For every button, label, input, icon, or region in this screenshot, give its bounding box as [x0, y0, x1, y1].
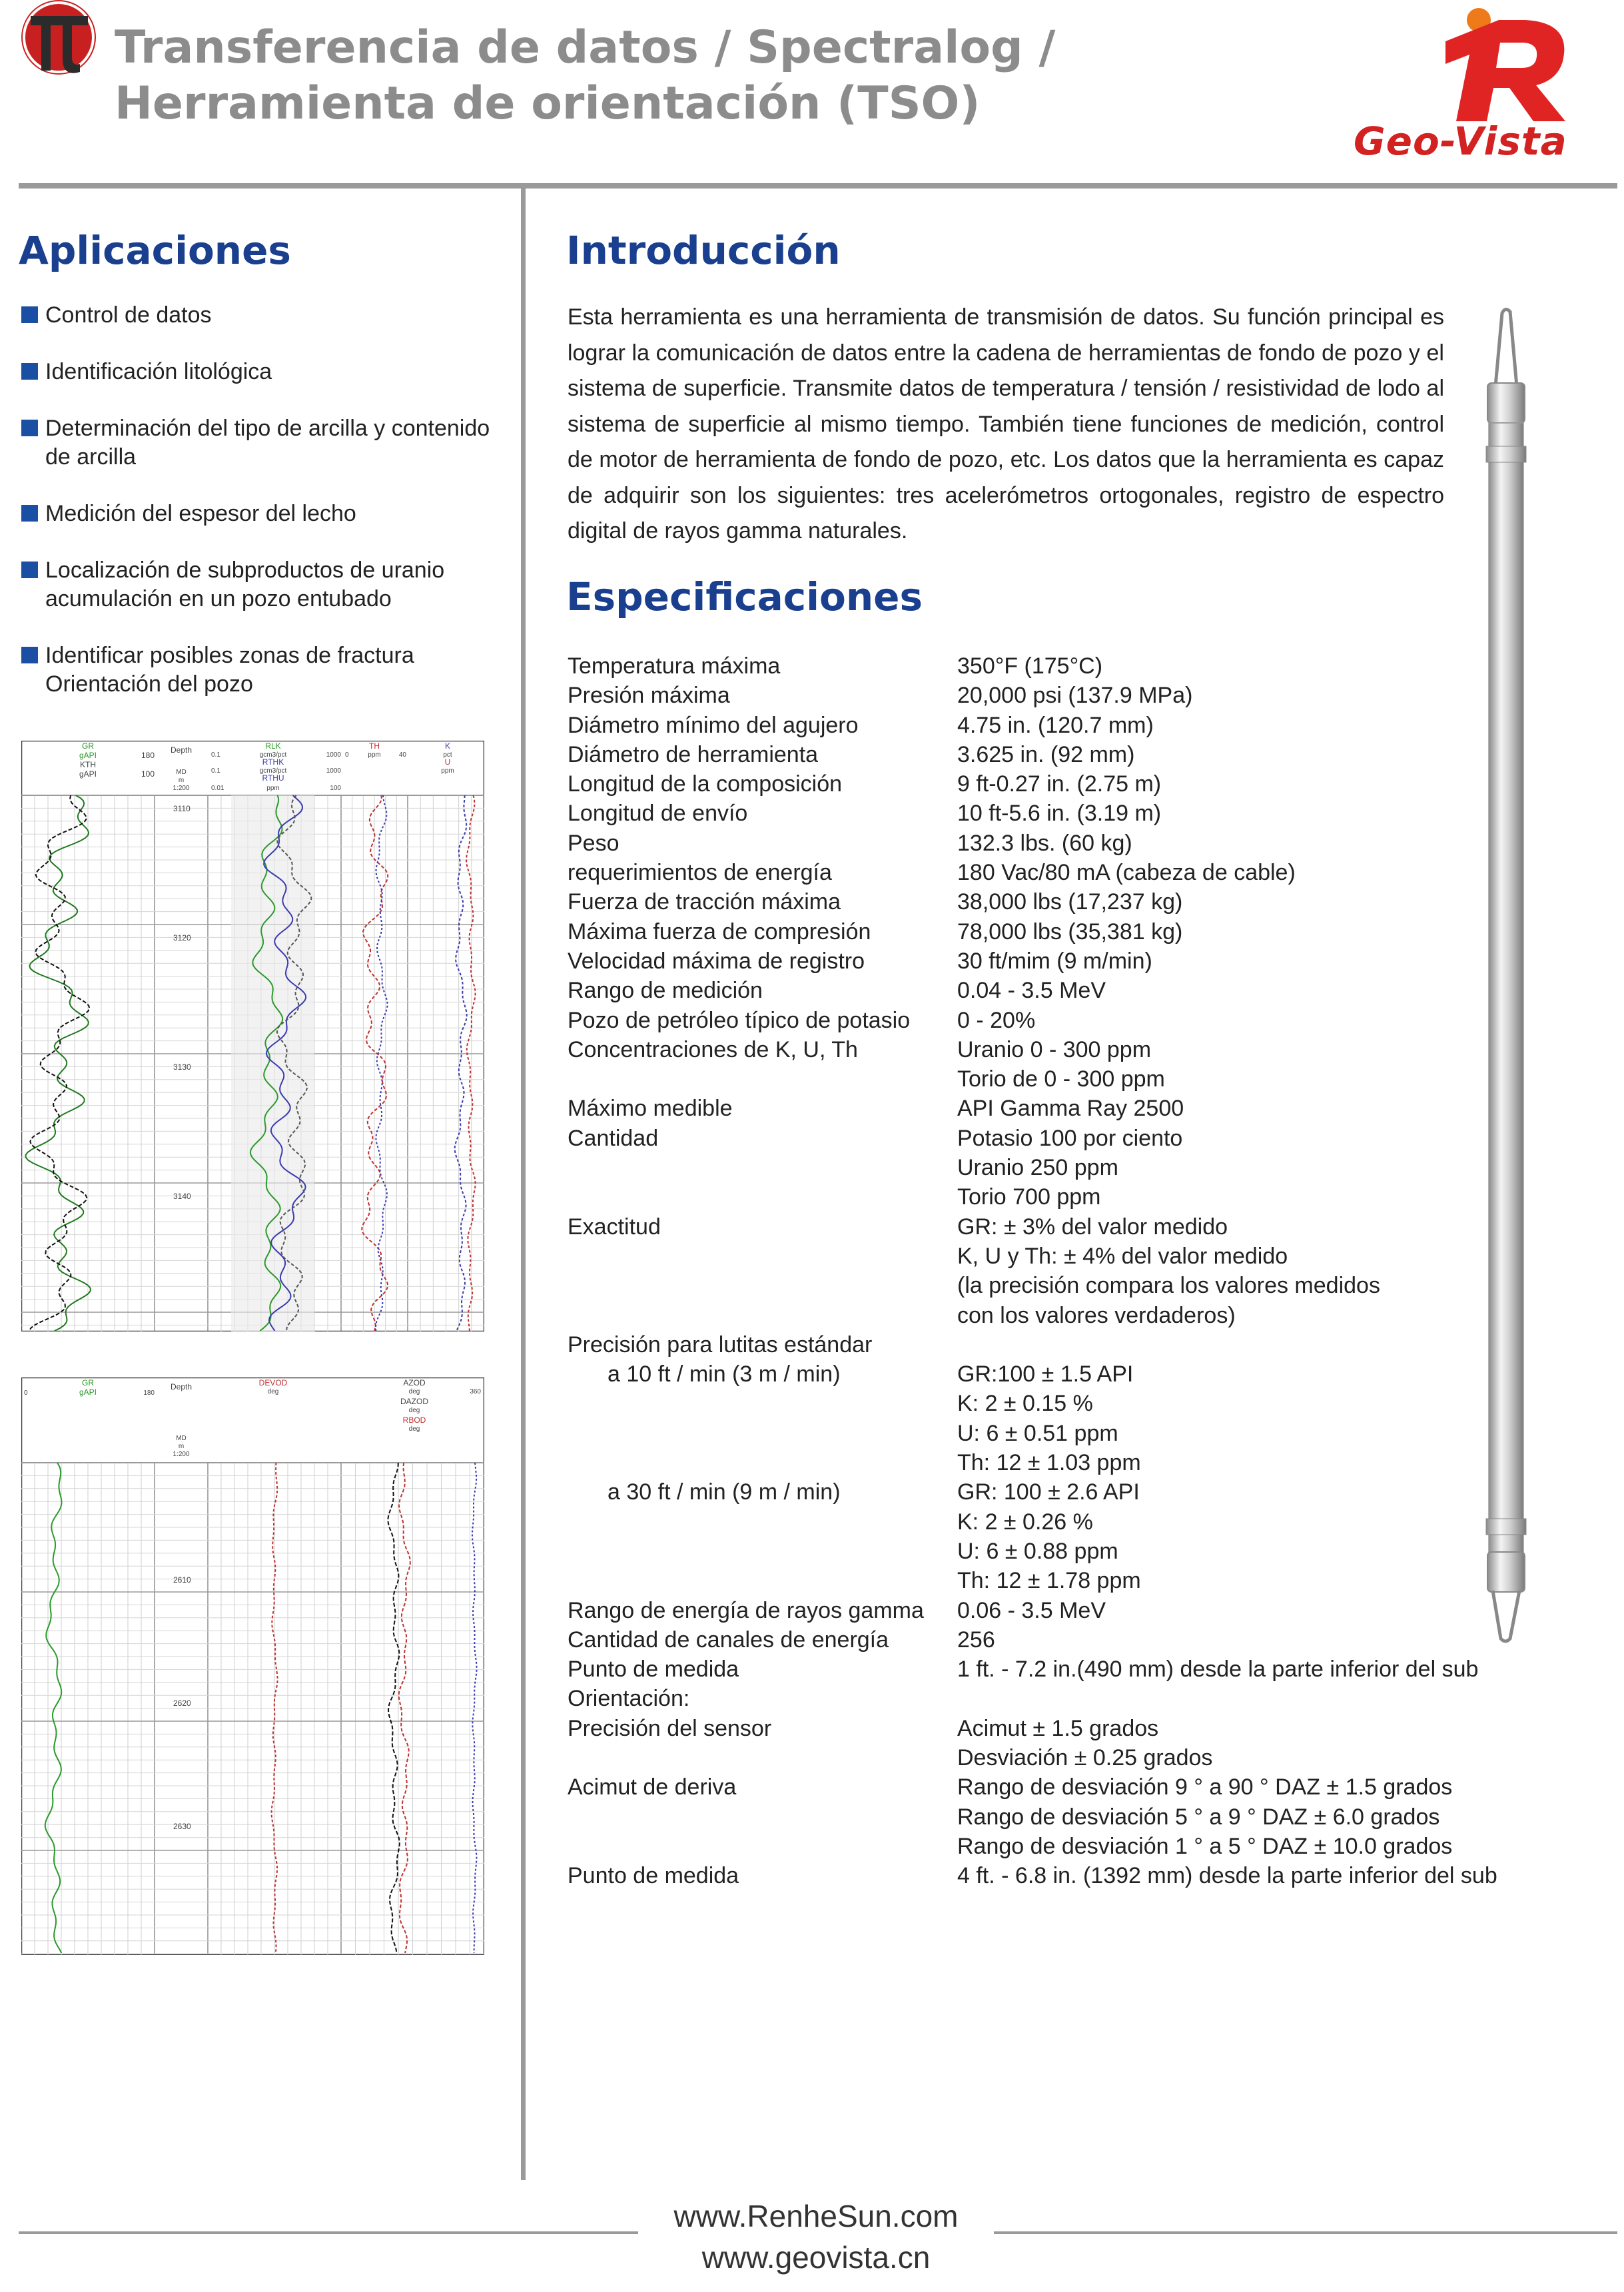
- spec-value: GR: 100 ± 2.6 API: [957, 1479, 1140, 1505]
- spec-value: 3.625 in. (92 mm): [957, 741, 1135, 767]
- geovista-r-logo-icon: [1346, 0, 1619, 127]
- spec-row: [568, 1566, 1607, 1595]
- log1-u-label: U: [444, 757, 451, 767]
- log1-gr-scale: 180: [141, 751, 155, 760]
- log1-rlk-unit: gcm3/pct: [259, 751, 287, 759]
- spec-value: K: 2 ± 0.26 %: [957, 1509, 1093, 1535]
- spec-value: 38,000 lbs (17,237 kg): [957, 889, 1183, 915]
- spec-row: [568, 947, 1607, 976]
- spec-label: Rango de medición: [568, 978, 763, 1004]
- spec-value: Rango de desviación 9 ° a 90 ° DAZ ± 1.5 grados: [957, 1774, 1453, 1800]
- spec-label: Máxima fuerza de compresión: [568, 919, 871, 945]
- spec-label: Punto de medida: [568, 1657, 739, 1683]
- log1-rlk-right: 1000: [326, 751, 341, 759]
- log1-gr-unit: gAPI: [79, 751, 97, 760]
- spec-label: Cantidad: [568, 1125, 659, 1151]
- spec-value: Torio 700 ppm: [957, 1184, 1101, 1210]
- introduction-text: Esta herramienta es una herramienta de transmisión de datos. Su función principal es lograr la comunicación de datos entre la cadena de herramientas de fondo de pozo y el sistema de superficie. Transmite datos de temperatura / tensión / resistividad de lodo al sistema de superficie al mismo tiempo. También tiene funciones de medición, control de motor de herramienta de fondo de pozo, etc. Los datos que la herramienta es capaz de adquirir son los siguientes: tres acelerómetros ortogonales, registro de espectro digital de rayos gamma naturales.: [568, 304, 1444, 544]
- spec-label: Punto de medida: [568, 1863, 739, 1889]
- application-item-label: Localización de subproductos de uranio acumulación en un pozo entubado: [45, 558, 445, 611]
- spec-value: 9 ft-0.27 in. (2.75 m): [957, 771, 1162, 797]
- spec-row: [568, 1743, 1607, 1772]
- log2-gr-unit: gAPI: [79, 1387, 97, 1397]
- log1-depth-value: 3110: [173, 804, 191, 813]
- spec-row: [568, 1507, 1607, 1537]
- spec-value: GR:100 ± 1.5 API: [957, 1361, 1134, 1387]
- spec-row: [568, 1861, 1607, 1890]
- spec-label: a 10 ft / min (3 m / min): [608, 1361, 841, 1387]
- spec-row: [568, 1153, 1607, 1182]
- spec-label: Precisión del sensor: [568, 1715, 772, 1741]
- log1-th-left: 0: [345, 751, 349, 759]
- spec-row: [568, 1301, 1607, 1330]
- application-item: [21, 641, 501, 699]
- spec-row: [568, 1477, 1607, 1507]
- spec-row: [568, 1389, 1607, 1418]
- spec-value: GR: ± 3% del valor medido: [957, 1214, 1228, 1240]
- spec-row: [568, 829, 1607, 858]
- log1-md-label: MD: [176, 769, 187, 776]
- orientation-log-chart: [21, 1377, 484, 1955]
- log1-md-scale: 1:200: [173, 785, 190, 792]
- spec-row: [568, 1064, 1607, 1094]
- log1-depth-value: 3120: [173, 933, 191, 943]
- spec-row: [568, 887, 1607, 917]
- log1-md-unit: m: [178, 777, 185, 784]
- spec-value: 0.04 - 3.5 MeV: [957, 978, 1106, 1004]
- spec-value: Desviación ± 0.25 grados: [957, 1744, 1213, 1770]
- spec-row: [568, 1655, 1607, 1684]
- footer-url-renhesun[interactable]: www.RenheSun.com: [673, 2199, 959, 2233]
- spec-value: U: 6 ± 0.88 ppm: [957, 1538, 1118, 1564]
- log2-gr-label: GR: [82, 1378, 94, 1387]
- log1-depth-label: Depth: [170, 745, 193, 755]
- application-item-label: Identificar posibles zonas de fractura Orientación del pozo: [45, 643, 414, 697]
- spec-row: [568, 799, 1607, 828]
- spec-value: (la precisión compara los valores medidos: [957, 1273, 1380, 1299]
- spec-row: [568, 1772, 1607, 1802]
- log2-depth-value: 2610: [173, 1575, 191, 1585]
- log2-md-unit: m: [178, 1443, 185, 1450]
- log2-dazod-unit: deg: [408, 1407, 420, 1414]
- log1-rthu-label: RTHU: [262, 773, 284, 783]
- bullet-square-icon: [21, 306, 38, 323]
- spec-value: 132.3 lbs. (60 kg): [957, 830, 1132, 856]
- spec-label: Velocidad máxima de registro: [568, 948, 865, 974]
- log1-k-unit: pct: [443, 751, 452, 759]
- log1-rthk-right: 1000: [326, 767, 341, 775]
- spec-label: Precisión para lutitas estándar: [568, 1332, 873, 1357]
- applications-list: [21, 301, 501, 727]
- spec-value: 10 ft-5.6 in. (3.19 m): [957, 801, 1162, 827]
- geovista-logo: [1346, 0, 1619, 167]
- spec-row: [568, 1448, 1607, 1477]
- spec-value: K, U y Th: ± 4% del valor medido: [957, 1243, 1288, 1269]
- application-item: [21, 358, 501, 386]
- specifications-heading: Especificaciones: [566, 574, 923, 619]
- log1-rthu-unit: ppm: [266, 785, 280, 792]
- application-item: [21, 556, 501, 613]
- log1-kth-label: KTH: [80, 760, 96, 769]
- bullet-square-icon: [21, 505, 38, 522]
- spec-value: 180 Vac/80 mA (cabeza de cable): [957, 860, 1296, 886]
- tool-image-icon: [1469, 306, 1542, 1645]
- spec-value: 4.75 in. (120.7 mm): [957, 712, 1154, 738]
- spec-row: [568, 1212, 1607, 1242]
- spec-row: [568, 651, 1607, 681]
- log1-th-label: TH: [369, 741, 380, 751]
- spec-row: [568, 1596, 1607, 1625]
- spec-row: [568, 1714, 1607, 1743]
- spec-row: [568, 1242, 1607, 1271]
- spec-row: [568, 1035, 1607, 1064]
- log2-rbod-unit: deg: [408, 1425, 420, 1433]
- application-item: [21, 500, 501, 528]
- log1-th-unit: ppm: [368, 751, 381, 759]
- spectral-log-chart: [21, 741, 484, 1332]
- bullet-square-icon: [21, 363, 38, 380]
- spec-row: [568, 1419, 1607, 1448]
- application-item: [21, 301, 501, 330]
- spec-row: [568, 1124, 1607, 1153]
- footer-divider-left: [19, 2231, 638, 2234]
- spec-label: Máximo medible: [568, 1096, 733, 1122]
- log2-md-scale: 1:200: [173, 1451, 190, 1458]
- spec-label: Pozo de petróleo típico de potasio: [568, 1007, 911, 1033]
- spec-value: 78,000 lbs (35,381 kg): [957, 919, 1183, 945]
- log1-rlk-label: RLK: [265, 741, 281, 751]
- bullet-square-icon: [21, 647, 38, 663]
- log1-depth-value: 3140: [173, 1192, 191, 1201]
- spec-row: [568, 1684, 1607, 1713]
- spec-value: Rango de desviación 5 ° a 9 ° DAZ ± 6.0 grados: [957, 1804, 1440, 1830]
- spec-row: [568, 858, 1607, 887]
- log1-rthk-label: RTHK: [262, 757, 284, 767]
- spec-value: Potasio 100 por ciento: [957, 1125, 1183, 1151]
- spec-row: [568, 1359, 1607, 1389]
- spec-value: 20,000 psi (137.9 MPa): [957, 683, 1193, 709]
- log2-devod-unit: deg: [267, 1388, 279, 1395]
- application-item-label: Control de datos: [45, 302, 212, 328]
- spec-label: Concentraciones de K, U, Th: [568, 1036, 858, 1062]
- spec-label: Orientación:: [568, 1686, 690, 1712]
- log1-rthk-left: 0.1: [211, 767, 220, 775]
- header-divider: [19, 183, 1617, 189]
- column-divider: [521, 189, 526, 2180]
- spec-value: Uranio 250 ppm: [957, 1155, 1118, 1181]
- spec-row: [568, 769, 1607, 799]
- spec-label: Acimut de deriva: [568, 1774, 737, 1800]
- spec-value: con los valores verdaderos): [957, 1302, 1236, 1328]
- log2-devod-label: DEVOD: [258, 1378, 288, 1387]
- spec-row: [568, 711, 1607, 740]
- spec-label: Presión máxima: [568, 683, 730, 709]
- log2-depth-label: Depth: [170, 1382, 193, 1391]
- log1-th-right: 40: [398, 751, 406, 759]
- spec-row: [568, 1330, 1607, 1359]
- log1-rthk-unit: gcm3/pct: [259, 767, 287, 775]
- spec-value: 0 - 20%: [957, 1007, 1036, 1033]
- spec-label: Diámetro de herramienta: [568, 741, 819, 767]
- bullet-square-icon: [21, 562, 38, 578]
- log2-gr-left: 0: [24, 1389, 28, 1397]
- spec-value: Rango de desviación 1 ° a 5 ° DAZ ± 10.0 grados: [957, 1833, 1453, 1859]
- spec-row: [568, 1832, 1607, 1861]
- page-title: Transferencia de datos / Spectralog / Herramienta de orientación (TSO): [115, 21, 1056, 130]
- log2-azod-label: AZOD: [403, 1378, 426, 1387]
- footer-divider-right: [994, 2231, 1617, 2234]
- spec-value: Uranio 0 - 300 ppm: [957, 1036, 1152, 1062]
- spec-label: Temperatura máxima: [568, 653, 781, 679]
- spec-value: Th: 12 ± 1.78 ppm: [957, 1568, 1141, 1594]
- spec-label: Diámetro mínimo del agujero: [568, 712, 859, 738]
- log2-depth-value: 2620: [173, 1699, 191, 1708]
- log1-kth-unit: gAPI: [79, 769, 97, 779]
- renhesun-logo-icon: [19, 0, 103, 79]
- log2-scale-right: 360: [470, 1388, 481, 1395]
- log2-md-label: MD: [176, 1435, 187, 1442]
- application-item: [21, 414, 501, 472]
- bullet-square-icon: [21, 420, 38, 436]
- spec-value: Torio de 0 - 300 ppm: [957, 1066, 1165, 1092]
- spec-label: requerimientos de energía: [568, 860, 832, 886]
- application-item-label: Identificación litológica: [45, 359, 272, 384]
- spec-row: [568, 681, 1607, 710]
- log2-azod-unit: deg: [408, 1388, 420, 1395]
- log1-gr-label: GR: [82, 741, 94, 751]
- spec-label: a 30 ft / min (9 m / min): [608, 1479, 841, 1505]
- applications-heading: Aplicaciones: [19, 228, 291, 273]
- spec-label: Cantidad de canales de energía: [568, 1627, 889, 1653]
- log2-rbod-label: RBOD: [402, 1415, 426, 1425]
- specifications-table: [568, 651, 1607, 1890]
- spec-value: 1 ft. - 7.2 in.(490 mm) desde la parte inferior del sub: [957, 1657, 1479, 1683]
- spec-row: [568, 740, 1607, 769]
- spec-value: API Gamma Ray 2500: [957, 1096, 1184, 1122]
- log2-depth-value: 2630: [173, 1822, 191, 1831]
- footer-url-geovista[interactable]: www.geovista.cn: [701, 2240, 931, 2275]
- spec-value: 350°F (175°C): [957, 653, 1103, 679]
- spec-value: 0.06 - 3.5 MeV: [957, 1597, 1106, 1623]
- spec-value: Acimut ± 1.5 grados: [957, 1715, 1159, 1741]
- log2-dazod-label: DAZOD: [400, 1397, 428, 1406]
- log1-rthu-left: 0.01: [211, 785, 224, 792]
- application-item-label: Medición del espesor del lecho: [45, 501, 356, 526]
- log1-rthu-right: 100: [330, 785, 341, 792]
- log1-u-unit: ppm: [441, 767, 454, 775]
- spec-row: [568, 976, 1607, 1005]
- spec-row: [568, 1271, 1607, 1300]
- spec-value: 30 ft/mim (9 m/min): [957, 948, 1152, 974]
- spec-label: Longitud de la composición: [568, 771, 843, 797]
- log1-k-label: K: [444, 741, 451, 751]
- spec-row: [568, 1094, 1607, 1123]
- spec-value: Th: 12 ± 1.03 ppm: [957, 1450, 1141, 1476]
- spec-row: [568, 1006, 1607, 1035]
- log2-gr-right: 180: [143, 1389, 155, 1397]
- introduction-heading: Introducción: [566, 228, 841, 273]
- spec-value: U: 6 ± 0.51 ppm: [957, 1420, 1118, 1446]
- spec-row: [568, 1182, 1607, 1212]
- application-item-label: Determinación del tipo de arcilla y contenido de arcilla: [45, 416, 490, 470]
- spec-label: Fuerza de tracción máxima: [568, 889, 841, 915]
- spec-row: [568, 917, 1607, 947]
- log1-rlk-left: 0.1: [211, 751, 220, 759]
- spec-value: 256: [957, 1627, 995, 1653]
- spec-value: 4 ft. - 6.8 in. (1392 mm) desde la parte inferior del sub: [957, 1863, 1497, 1889]
- spec-label: Exactitud: [568, 1214, 661, 1240]
- log1-depth-value: 3130: [173, 1062, 191, 1072]
- spec-label: Longitud de envío: [568, 801, 748, 827]
- spec-value: K: 2 ± 0.15 %: [957, 1391, 1093, 1417]
- spec-label: Peso: [568, 830, 619, 856]
- spec-row: [568, 1625, 1607, 1655]
- brand-name: Geo-Vista: [1354, 119, 1567, 164]
- spec-row: [568, 1537, 1607, 1566]
- log1-kth-scale: 100: [141, 769, 155, 779]
- spec-row: [568, 1802, 1607, 1832]
- spec-label: Rango de energía de rayos gamma: [568, 1597, 924, 1623]
